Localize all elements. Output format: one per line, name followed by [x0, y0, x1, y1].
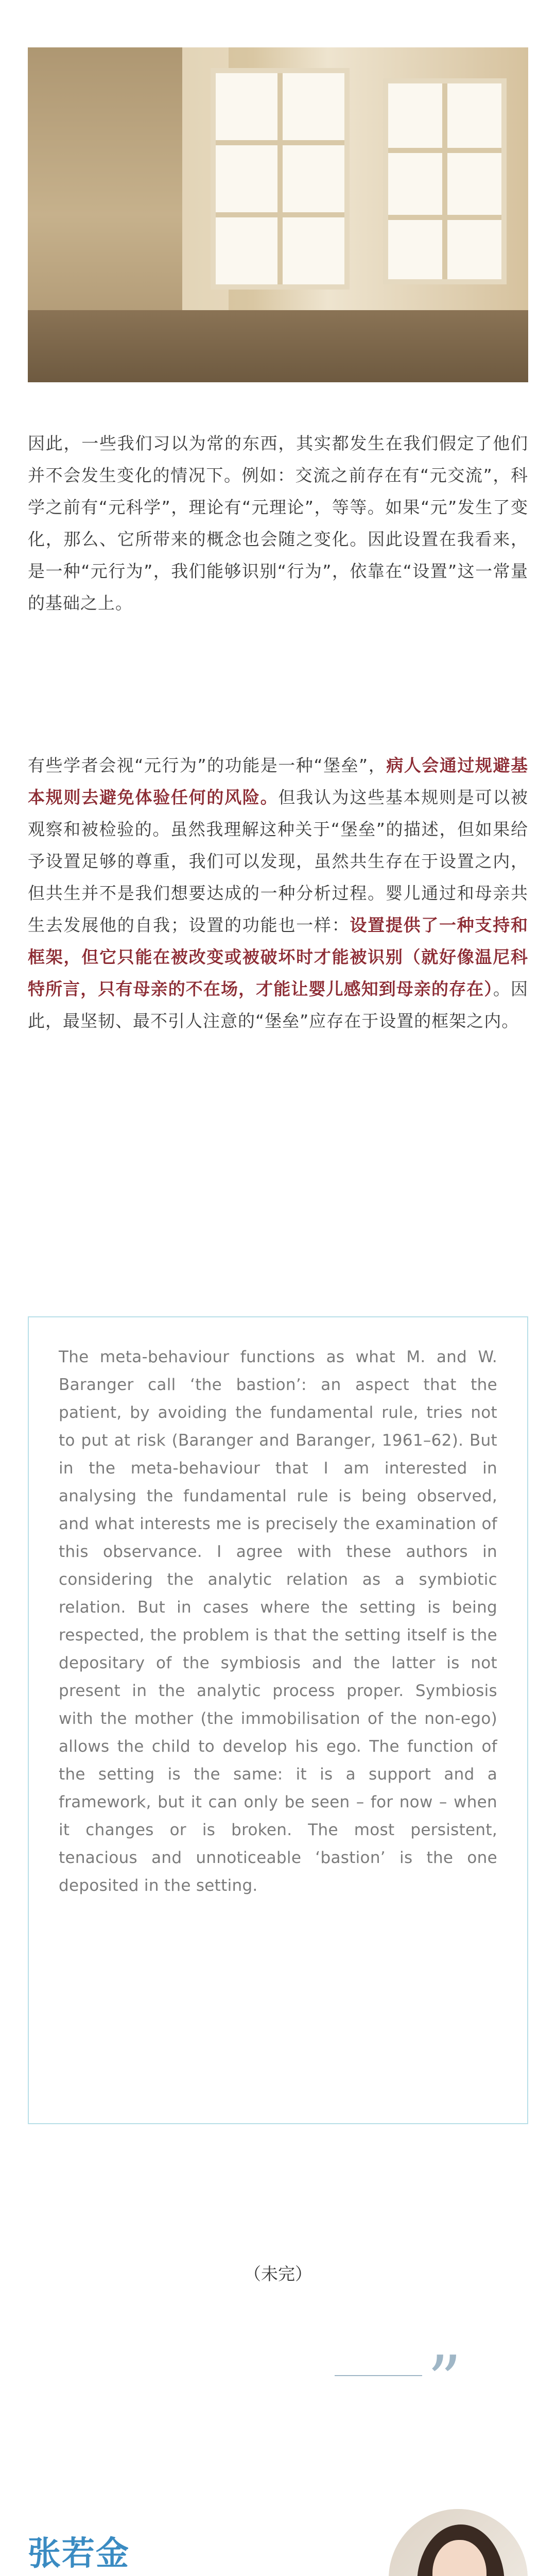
english-quote-text: The meta-behaviour functions as what M. and W. Baranger call ‘the bastion’: an aspect that the patient, by avoiding the fundamental rule, tries not to put at risk (Baranger and Baranger, 1961–62). But in the meta-behaviour that I am interested in analysing the fundamental rule is being observed, and what interests me is precisely the examination of this observance. I agree with these authors in considering the analytic relation as a symbiotic relation. But in cases where the setting is being respected, the problem is that the setting itself is the depositary of the symbiosis and the latter is not present in the analytic process proper. Symbiosis with the mother (the immobilisation of the non-ego) allows the child to develop his ego. The function of the setting is the same: it is a support and a framework, but it can only be seen – for now – when it changes or is broken. The most persistent, tenacious and unnoticeable ‘bastion’ is the one deposited in the setting.: [59, 1348, 497, 1895]
paragraph-2-tail: 。因此，最坚韧、最不引人注意的“堡垒”应存在于设置的框架之内。: [28, 979, 529, 1031]
hero-image: [28, 47, 528, 382]
quote-mark-icon: ”: [427, 2341, 462, 2419]
paragraph-2-lead: 有些学者会视“元行为”的功能是一种“堡垒”，: [28, 755, 387, 775]
english-quote-box: [28, 1316, 528, 2124]
divider-line: [335, 2375, 422, 2376]
paragraph-2-body: 但我认为这些基本规则是可以被观察和被检验的。虽然我理解这种关于“堡垒”的描述，但如果给予设置足够的尊重，我们可以发现，虽然共生存在于设置之内，但共生并不是我们想要达成的一种分析过程。婴儿通过和母亲共生去发展他的自我；设置的功能也一样：: [28, 787, 529, 935]
to-be-continued: （未完）: [244, 2264, 312, 2284]
paragraph-2-emphasis-1: 病人会通过规避基本规则去避免体验任何的风险。: [28, 755, 529, 807]
paragraph-2-emphasis-2: 设置提供了一种支持和框架，但它只能在被改变或被破坏时才能被识别（就好像温尼科特所言，只有母亲的不在场，才能让婴儿感知到母亲的存在）: [28, 915, 529, 999]
article-paragraph-2: [28, 750, 528, 1037]
translator-name: 张若金: [28, 2535, 130, 2573]
article-paragraph-1: 因此，一些我们习以为常的东西，其实都发生在我们假定了他们并不会发生变化的情况下。例如：交流之前存在有“元交流”，科学之前有“元科学”，理论有“元理论”，等等。如果“元”发生了变化，那么、它所带来的概念也会随之变化。因此设置在我看来，是一种“元行为”，我们能够识别“行为”，依靠在“设置”这一常量的基础之上。: [28, 433, 528, 613]
translator-avatar: [389, 2509, 528, 2576]
